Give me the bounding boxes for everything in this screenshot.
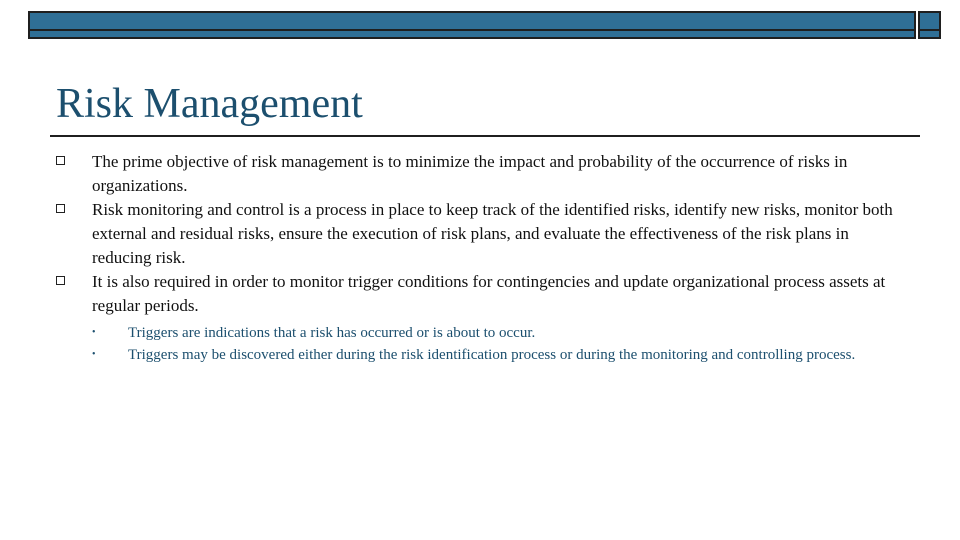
bullet-text: Risk monitoring and control is a process in place to keep track of the identified risks, identify new risks, monitor both external and residual risks, ensure the execution of risk plans, and evaluate the effectiveness of the risk plans in reducing risk. [92,200,893,267]
sub-bullet-item [92,322,906,344]
slide-title: Risk Management [56,81,363,127]
header-square-stripe [920,29,939,31]
sub-bullet-list [92,322,906,366]
bullet-item [56,270,906,366]
header-square [918,11,941,39]
dot-bullet-icon: • [92,349,96,360]
square-bullet-icon [56,204,65,213]
sub-bullet-item [92,344,906,366]
bullet-text: It is also required in order to monitor trigger conditions for contingencies and update organizational process assets at regular periods. [92,272,886,315]
title-divider [50,135,920,137]
sub-bullet-text: Triggers may be discovered either during the risk identification process or during the monitoring and controlling process. [128,347,856,363]
bullet-list [56,150,906,366]
square-bullet-icon [56,156,65,165]
bullet-text: The prime objective of risk management is to minimize the impact and probability of the occurrence of risks in organizations. [92,152,848,195]
bullet-item [56,198,906,270]
header-bar-stripe [30,29,914,31]
header-bar [28,11,916,39]
dot-bullet-icon: • [92,327,96,338]
square-bullet-icon [56,276,65,285]
sub-bullet-text: Triggers are indications that a risk has occurred or is about to occur. [128,325,536,341]
bullet-item [56,150,906,198]
